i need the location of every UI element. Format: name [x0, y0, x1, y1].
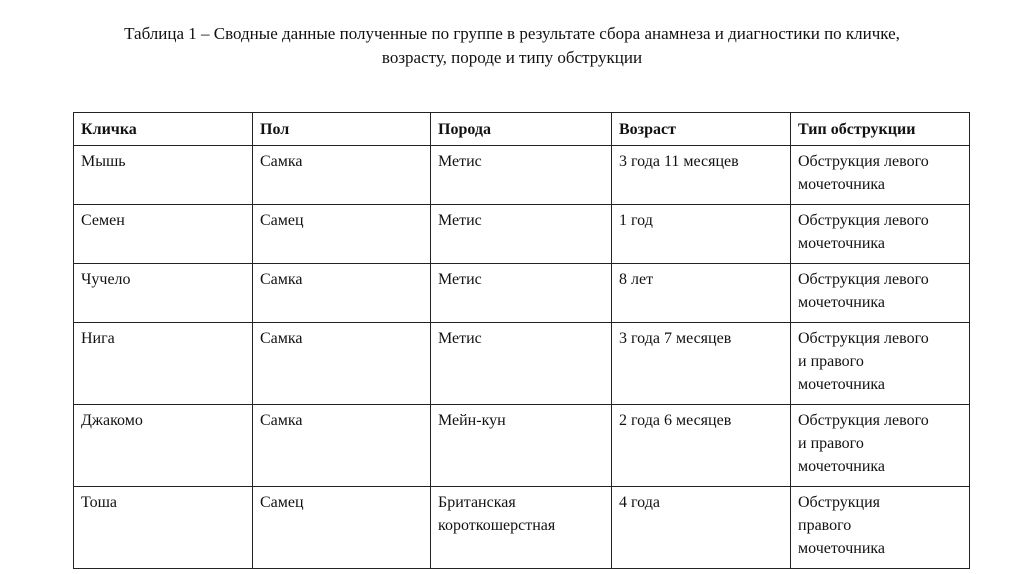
cell-breed — [431, 205, 612, 264]
cell-breed-line: Метис — [438, 212, 482, 229]
cell-obstruction-line: Обструкция левого — [798, 271, 929, 288]
caption-line-2: возрасту, породе и типу обструкции — [381, 48, 643, 67]
cell-breed-line: Британская — [438, 494, 516, 511]
cell-name: Тоша — [74, 487, 253, 569]
cell-obstruction — [791, 323, 970, 405]
cell-obstruction — [791, 405, 970, 487]
cell-obstruction-line: и правого — [798, 353, 864, 370]
cell-name: Мышь — [74, 146, 253, 205]
cell-obstruction-line: мочеточника — [798, 294, 886, 311]
header-breed: Порода — [431, 113, 612, 146]
cell-age: 1 год — [612, 205, 791, 264]
cell-breed-line: короткошерстная — [438, 517, 556, 534]
cell-obstruction-line: мочеточника — [798, 176, 886, 193]
cell-age: 3 года 11 месяцев — [612, 146, 791, 205]
cell-obstruction — [791, 264, 970, 323]
cell-obstruction-line: и правого — [798, 435, 864, 452]
table-row — [74, 146, 970, 205]
table-row — [74, 264, 970, 323]
cell-obstruction-line: мочеточника — [798, 235, 886, 252]
cell-sex: Самка — [253, 323, 431, 405]
cell-obstruction-line: мочеточника — [798, 540, 886, 557]
cell-age: 8 лет — [612, 264, 791, 323]
cell-obstruction — [791, 487, 970, 569]
cell-name: Семен — [74, 205, 253, 264]
table-row — [74, 487, 970, 569]
cell-sex: Самец — [253, 205, 431, 264]
header-age: Возраст — [612, 113, 791, 146]
cell-age: 4 года — [612, 487, 791, 569]
cell-breed-line: Мейн-кун — [438, 412, 506, 429]
cell-breed-line: Метис — [438, 330, 482, 347]
cell-obstruction — [791, 146, 970, 205]
cell-sex: Самка — [253, 405, 431, 487]
table-row — [74, 405, 970, 487]
caption-line-1: Таблица 1 – Сводные данные полученные по группе в результате сбора анамнеза и диагностики по кличке, — [124, 24, 900, 43]
header-sex: Пол — [253, 113, 431, 146]
cell-breed — [431, 323, 612, 405]
cell-obstruction-line: Обструкция левого — [798, 212, 929, 229]
table-row — [74, 323, 970, 405]
header-name: Кличка — [74, 113, 253, 146]
table-row — [74, 205, 970, 264]
cell-obstruction-line: мочеточника — [798, 376, 886, 393]
cell-obstruction-line: Обструкция — [798, 494, 881, 511]
cell-breed-line: Метис — [438, 153, 482, 170]
cell-sex: Самка — [253, 264, 431, 323]
cell-obstruction-line: правого — [798, 517, 852, 534]
cell-obstruction-line: Обструкция левого — [798, 330, 929, 347]
cell-breed-line: Метис — [438, 271, 482, 288]
cell-sex: Самец — [253, 487, 431, 569]
cell-obstruction-line: мочеточника — [798, 458, 886, 475]
cell-obstruction-line: Обструкция левого — [798, 153, 929, 170]
table-caption — [40, 22, 984, 70]
header-row — [74, 113, 970, 146]
cell-sex: Самка — [253, 146, 431, 205]
cell-breed — [431, 487, 612, 569]
cell-breed — [431, 405, 612, 487]
cell-age: 3 года 7 месяцев — [612, 323, 791, 405]
cell-obstruction — [791, 205, 970, 264]
header-obstruction-type: Тип обструкции — [791, 113, 970, 146]
summary-table — [73, 112, 970, 569]
cell-breed — [431, 146, 612, 205]
cell-name: Нига — [74, 323, 253, 405]
cell-obstruction-line: Обструкция левого — [798, 412, 929, 429]
cell-name: Джакомо — [74, 405, 253, 487]
cell-age: 2 года 6 месяцев — [612, 405, 791, 487]
cell-name: Чучело — [74, 264, 253, 323]
cell-breed — [431, 264, 612, 323]
